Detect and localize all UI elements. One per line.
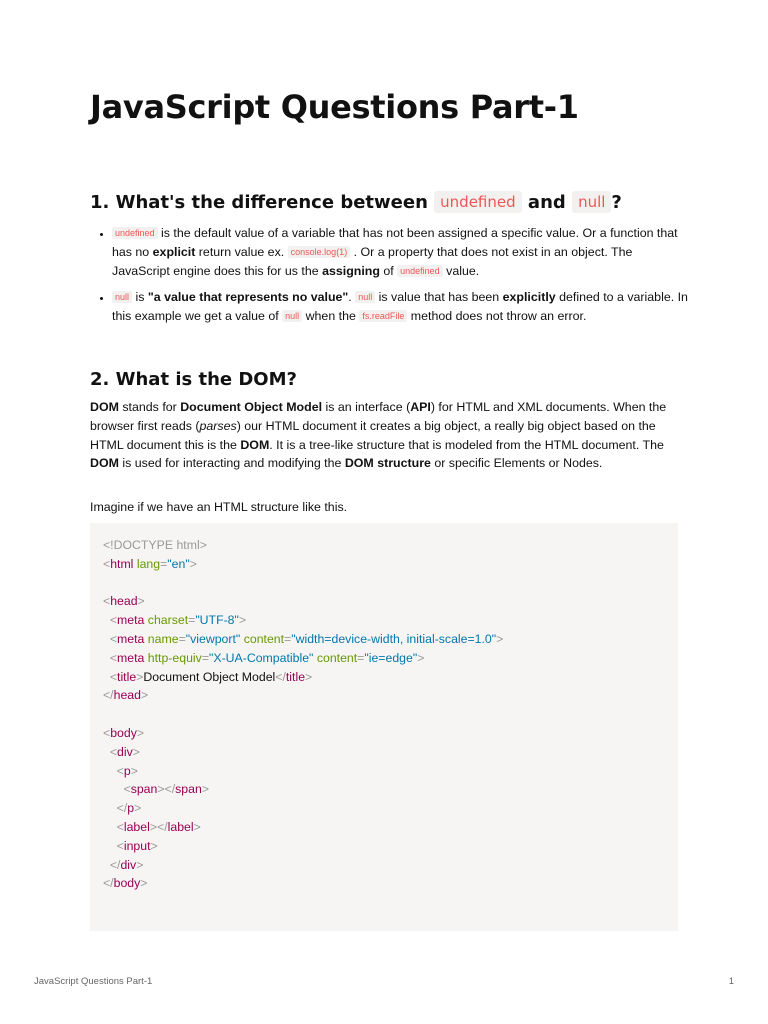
inline-code-undefined: undefined bbox=[434, 191, 521, 213]
answer-bold: explicitly bbox=[502, 290, 556, 305]
code-attr-value: "viewport" bbox=[185, 631, 241, 646]
answer-text: of bbox=[379, 263, 398, 278]
body-text: or specific Elements or Nodes. bbox=[430, 456, 603, 471]
answer-bold: explicit bbox=[152, 244, 196, 259]
bold-text: API bbox=[410, 400, 431, 414]
code-line: <head> bbox=[103, 594, 145, 609]
answer-bold: "a value that represents no value" bbox=[147, 290, 349, 305]
dom-explanation-paragraph bbox=[90, 398, 678, 473]
footer-title: JavaScript Questions Part-1 bbox=[34, 976, 153, 987]
code-line: <div> bbox=[109, 744, 140, 759]
code-line: <meta charset="UTF-8"> bbox=[109, 613, 247, 628]
page-title: JavaScript Questions Part-1 bbox=[90, 88, 579, 126]
answer-bold: assigning bbox=[322, 263, 380, 278]
body-text: stands for bbox=[118, 400, 181, 414]
question-1-text: 1. What's the difference between bbox=[90, 192, 428, 213]
code-line: <title>Document Object Model</title> bbox=[109, 669, 313, 684]
answer-text: . bbox=[348, 290, 356, 305]
bold-text: DOM structure bbox=[344, 456, 431, 471]
answer-text: method does not throw an error. bbox=[407, 309, 587, 324]
code-line: <html lang="en"> bbox=[103, 556, 197, 571]
italic-text: parses bbox=[199, 418, 237, 433]
html-code-block bbox=[90, 523, 678, 931]
code-line bbox=[103, 574, 665, 593]
inline-code: undefined bbox=[397, 265, 443, 277]
answer-text: value. bbox=[442, 263, 480, 278]
inline-code: null bbox=[355, 291, 375, 303]
body-text: ) our HTML document it creates a big object, a really big object based on the HTML document this is the bbox=[90, 418, 656, 452]
inline-code: fs.readFile bbox=[359, 310, 407, 322]
code-title-text: Document Object Model bbox=[143, 669, 276, 684]
answer-bullet-null bbox=[112, 288, 692, 326]
answer-text: return value ex. bbox=[195, 244, 288, 259]
code-line: </p> bbox=[116, 801, 142, 816]
code-line: <p> bbox=[116, 763, 138, 778]
body-text: ) for HTML and XML documents. When the browser first reads ( bbox=[90, 400, 667, 433]
footer-page-number: 1 bbox=[728, 976, 734, 987]
inline-code: null bbox=[282, 310, 302, 322]
question-1-qmark: ? bbox=[611, 192, 622, 213]
code-line: </div> bbox=[109, 857, 144, 872]
code-attr-value: "UTF-8" bbox=[195, 613, 239, 628]
code-line: <meta http-equiv="X-UA-Compatible" content="ie=edge"> bbox=[109, 650, 425, 665]
code-line: <body> bbox=[103, 725, 145, 740]
bold-text: DOM bbox=[240, 437, 270, 452]
question-1-heading bbox=[90, 191, 622, 213]
inline-code-null: null bbox=[572, 191, 611, 213]
code-attr-value: "ie=edge" bbox=[364, 650, 418, 665]
question-2-heading: 2. What is the DOM? bbox=[90, 369, 297, 390]
question-1-and: and bbox=[527, 192, 566, 213]
code-attr-value: "width=device-width, initial-scale=1.0" bbox=[291, 631, 497, 646]
answer-text: . Or a property that does not exist in an object. The JavaScript engine does this for us the bbox=[112, 244, 633, 278]
answer-text: is bbox=[132, 290, 148, 305]
answer-bullet-undefined bbox=[112, 224, 692, 280]
code-line: <input> bbox=[116, 838, 158, 853]
code-attr-value: "X-UA-Compatible" bbox=[209, 650, 314, 665]
code-doctype: <!DOCTYPE html> bbox=[103, 538, 207, 552]
code-line: <meta name="viewport" content="width=device-width, initial-scale=1.0"> bbox=[109, 631, 504, 646]
answer-text: is value that has been bbox=[375, 290, 503, 305]
question-1-answers bbox=[90, 224, 692, 334]
code-line: <span></span> bbox=[123, 782, 209, 797]
bold-text: DOM bbox=[90, 400, 119, 414]
code-line: </head> bbox=[103, 688, 149, 703]
code-line bbox=[103, 705, 665, 724]
body-text: is used for interacting and modifying the bbox=[118, 456, 345, 471]
body-text: . It is a tree-like structure that is modeled from the HTML document. The bbox=[269, 437, 664, 452]
answer-text: is the default value of a variable that has not been assigned a specific value. Or a function that has no bbox=[112, 226, 678, 259]
bold-text: DOM bbox=[90, 456, 119, 471]
inline-code: undefined bbox=[112, 227, 158, 239]
code-line: </body> bbox=[103, 876, 148, 891]
imagine-paragraph: Imagine if we have an HTML structure like this. bbox=[90, 500, 348, 514]
code-line bbox=[103, 536, 665, 555]
code-attr-value: "en" bbox=[167, 556, 190, 571]
answer-text: when the bbox=[302, 309, 360, 324]
code-line: <label></label> bbox=[116, 819, 201, 834]
answer-text: defined to a variable. In this example we get a value of bbox=[112, 290, 688, 324]
body-text: is an interface ( bbox=[322, 400, 411, 414]
inline-code: null bbox=[112, 291, 132, 303]
inline-code: console.log(1) bbox=[288, 246, 351, 258]
bold-text: Document Object Model bbox=[180, 400, 323, 414]
